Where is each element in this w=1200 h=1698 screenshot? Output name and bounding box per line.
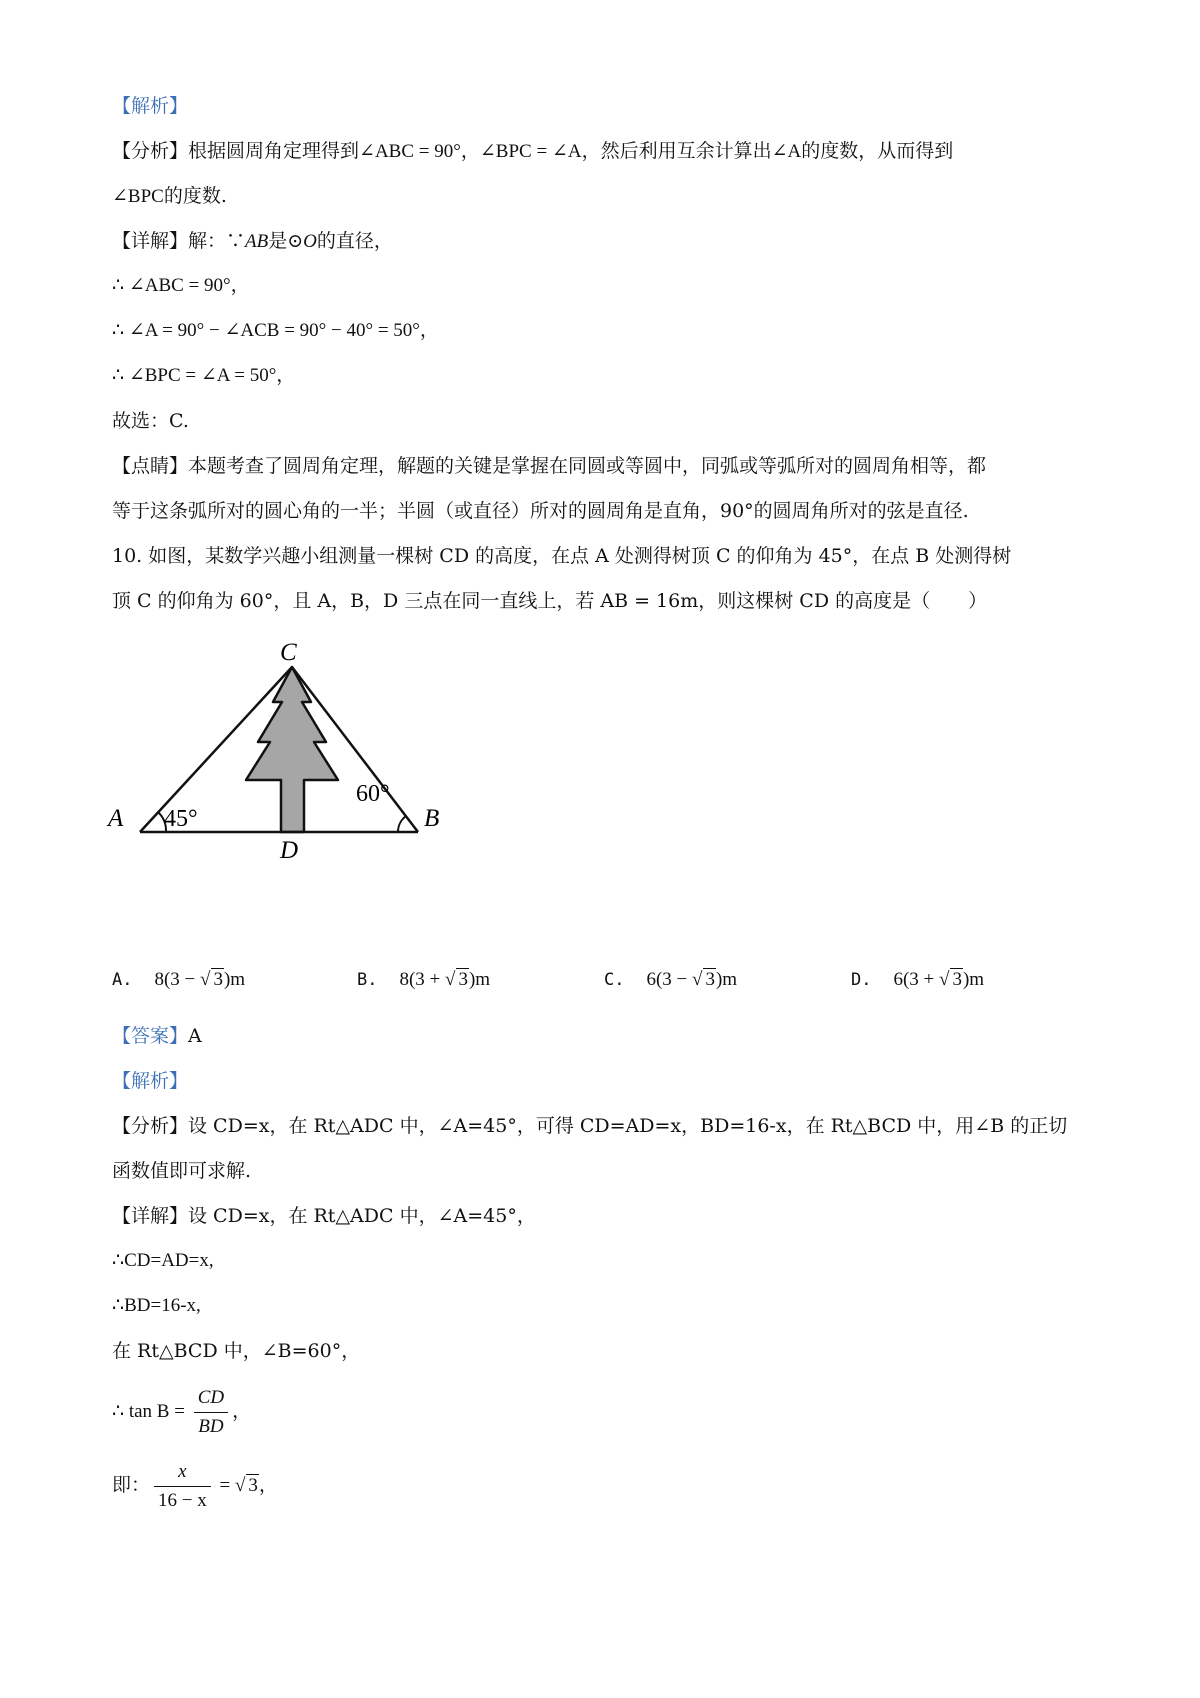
option-text: 8(3 −	[154, 969, 201, 990]
tan-equation	[112, 1382, 251, 1442]
answer-tag: 【答案】	[112, 1025, 189, 1047]
label-b: B	[424, 805, 440, 832]
analysis-line-1	[112, 137, 953, 166]
math-expr: ∠ABC = 90°	[359, 141, 461, 162]
radicand: 3	[248, 1475, 258, 1496]
text: 的度数.	[163, 185, 227, 207]
tan-lhs: ∴ tan B =	[112, 1401, 190, 1422]
answer-value: A	[188, 1025, 202, 1047]
option-text: 6(3 +	[893, 969, 940, 990]
analysis-heading-2: 【解析】	[112, 1070, 189, 1092]
option-c[interactable]: C. 6(3 − √ 3)m	[604, 969, 738, 990]
comment-line-1	[112, 452, 986, 480]
detail2-line	[112, 1202, 536, 1230]
option-label: C.	[604, 970, 625, 990]
tree-shape	[246, 667, 338, 832]
math-var: AB	[245, 231, 269, 252]
comment-tag: 【点睛】	[112, 455, 189, 477]
option-label: B.	[357, 970, 378, 990]
analysis-line-2	[112, 182, 227, 211]
choice-line: 故选：C.	[112, 410, 189, 432]
angle-arc-b	[398, 816, 406, 832]
text: 解：∵	[188, 230, 246, 252]
comment-line-2: 等于这条弧所对的圆心角的一半；半圆（或直径）所对的圆周角是直角，90°的圆周角所对的弦是直径.	[112, 500, 969, 522]
fraction-numerator: x	[154, 1458, 211, 1487]
radicand: 3	[705, 969, 715, 990]
option-text: 6(3 −	[646, 969, 693, 990]
question-line-1: 10. 如图，某数学兴趣小组测量一棵树 CD 的高度，在点 A 处测得树顶 C 的仰角为 45°，在点 B 处测得树	[112, 545, 1012, 567]
text: 是⊙	[268, 230, 304, 252]
label-d: D	[280, 837, 299, 860]
option-d[interactable]: D. 6(3 + √ 3)m	[851, 969, 985, 990]
option-label: D.	[851, 970, 872, 990]
detail-tag: 【详解】	[112, 230, 189, 252]
radicand: 3	[458, 969, 468, 990]
label-a: A	[108, 805, 124, 832]
text: ，然后利用互余计算出	[581, 140, 772, 162]
option-text: )m	[715, 969, 738, 990]
angle-label-a: 45°	[164, 806, 198, 832]
text: ，	[232, 1401, 252, 1422]
analysis2-line-1	[112, 1112, 1067, 1140]
final-equation: 即： $\frac{x}{16 - x}$ = √ 3，	[112, 1456, 278, 1516]
option-label: A.	[112, 970, 133, 990]
text: 设 CD=x，在 Rt△ADC 中，∠A=45°，可得 CD=AD=x，BD=16-x，在 Rt△BCD 中，用∠B 的正切	[188, 1115, 1068, 1137]
tan-fraction	[194, 1384, 228, 1441]
text: 即：	[112, 1475, 151, 1496]
fraction-denominator: 16 − x	[158, 1490, 207, 1512]
option-text: )m	[962, 969, 985, 990]
analysis-tag: 【分析】	[112, 1115, 189, 1137]
step-line-3: ∴ ∠BPC = ∠A = 50°，	[112, 365, 296, 386]
step-line-2: ∴ ∠A = 90° − ∠ACB = 90° − 40° = 50°，	[112, 320, 439, 341]
eq-fraction	[154, 1458, 211, 1515]
text: 根据圆周角定理得到	[188, 140, 360, 162]
fraction-denominator: BD	[198, 1416, 224, 1438]
option-text: 8(3 +	[399, 969, 446, 990]
text: 的度数，从而得到	[801, 140, 954, 162]
math-expr: ∠BPC = ∠A	[479, 141, 582, 162]
label-c: C	[280, 640, 297, 666]
option-b[interactable]: B. 8(3 + √ 3)m	[357, 969, 491, 990]
step2-line-1: ∴CD=AD=x,	[112, 1250, 214, 1271]
step2-line-2: ∴BD=16-x,	[112, 1295, 201, 1316]
math-expr: ∠A	[771, 141, 802, 162]
option-text: )m	[223, 969, 246, 990]
math-expr: ∠BPC	[112, 186, 164, 207]
analysis-tag: 【分析】	[112, 140, 189, 162]
option-a[interactable]: A. 8(3 − √ 3)m	[112, 969, 246, 990]
answer-line	[112, 1022, 202, 1050]
angle-label-b: 60°	[356, 781, 390, 807]
text: ，	[460, 140, 480, 162]
step2-line-3: 在 Rt△BCD 中，∠B=60°，	[112, 1340, 361, 1362]
text: 设 CD=x，在 Rt△ADC 中，∠A=45°，	[188, 1205, 536, 1227]
text: 的直径，	[316, 230, 393, 252]
fraction-numerator: CD	[194, 1384, 228, 1413]
option-text: )m	[468, 969, 491, 990]
step-line-1: ∴ ∠ABC = 90°，	[112, 275, 250, 296]
math-var: O	[303, 231, 317, 252]
radicand: 3	[952, 969, 962, 990]
text: ，	[258, 1475, 278, 1496]
radicand: 3	[213, 969, 223, 990]
text: 本题考查了圆周角定理，解题的关键是掌握在同圆或等圆中，同弧或等弧所对的圆周角相等，都	[188, 455, 987, 477]
detail-line	[112, 227, 393, 256]
tree-triangle-figure	[100, 640, 480, 860]
analysis2-line-2: 函数值即可求解.	[112, 1160, 252, 1182]
detail-tag: 【详解】	[112, 1205, 189, 1227]
analysis-heading: 【解析】	[112, 95, 189, 117]
text: =	[214, 1475, 235, 1496]
question-line-2: 顶 C 的仰角为 60°，且 A，B，D 三点在同一直线上，若 AB = 16m，则这棵树 CD 的高度是（ ）	[112, 590, 988, 612]
